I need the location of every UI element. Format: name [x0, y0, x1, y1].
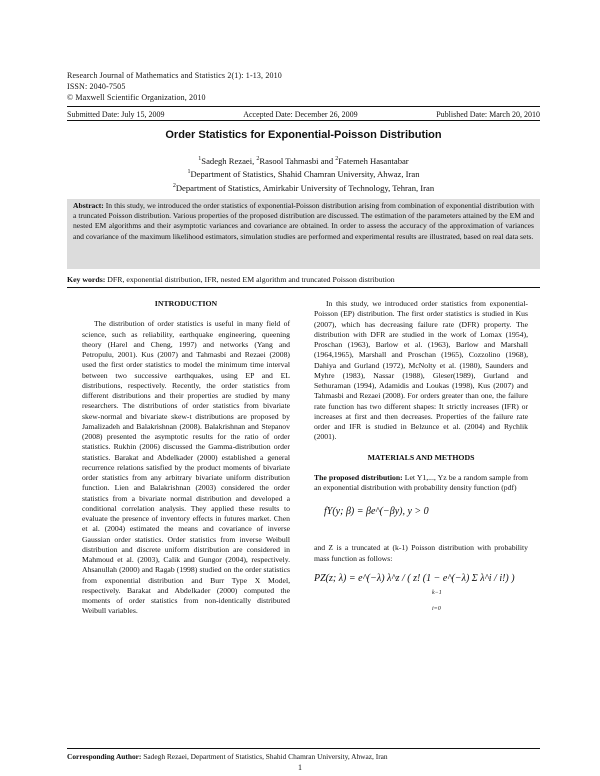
authors-block [67, 154, 540, 194]
page-number: 1 [298, 763, 302, 772]
right-column [314, 299, 528, 618]
published-date: Published Date: March 20, 2010 [436, 110, 540, 119]
right-paragraph-1: In this study, we introduced order statistics from exponential-Poisson (EP) distribution. The first order statistics is studied in Kus (2007), which has decreasing failure rate (DFR) property. The distribution with DFR are studied in the work of Lomax (1954), Proschan (1963), Barlow et al. (1963), Barlow and Marshall (1964,1965), Marshall and Proschan (1965), Cozzolino (1968), Dahiya and Gurland (1972), McNolty et al. (1980), Saunders and Myhre (1983), Nassar (1988), Gleser(1989), Gurland and Sethuraman (1994), Adamidis and Loukas (1998), Kus (2007) and Tahmasbi and Rezaei (2008). For orders greater than one, the failure rate function has two different shapes: It strictly increases (IFR) or increases at first and then decreases. Properties of the failure rate order and IFR is studied in Belzunce et al. (2004) and Rychlik (2001). [314, 299, 528, 442]
pmf-equation: PZ(z; λ) = e^(−λ) λ^z / ( z! (1 − e^(−λ) Σ λ^i / i!) ) k−1 i=0 [314, 574, 528, 618]
pdf-equation: fY(y; β) = βe^(−βy), y > 0 [324, 506, 429, 518]
introduction-heading: INTRODUCTION [154, 299, 218, 308]
keywords: Key words: DFR, exponential distribution, IFR, nested EM algorithm and truncated Poisson distribution [67, 275, 395, 284]
methods-heading: MATERIALS AND METHODS [367, 452, 475, 462]
dates-rule [67, 120, 540, 121]
accepted-date: Accepted Date: December 26, 2009 [243, 110, 358, 119]
affiliation-2: $^2$Department of Statistics, Amirkabir University of Technology, Tehran, Iran [172, 182, 435, 193]
footer-rule [67, 748, 540, 749]
author-names: $^1$Sadegh Rezaei, $^2$Rasool Tahmasbi and $^2$Fatemeh Hasantabar [198, 155, 409, 166]
paper-title: Order Statistics for Exponential-Poisson Distribution [165, 129, 442, 141]
journal-line: Research Journal of Mathematics and Statistics 2(1): 1-13, 2010 [67, 71, 282, 80]
distribution-paragraph: The proposed distribution: Let Y1,..., Yz be a random sample from an exponential distribution with probability density function (pdf) [314, 472, 528, 492]
copyright-line: © Maxwell Scientific Organization, 2010 [67, 93, 206, 102]
sum-upper-limit: k−1 [432, 589, 442, 596]
pmf-intro: and Z is a truncated at (k-1) Poisson distribution with probability mass function as follows: [314, 543, 528, 563]
affiliation-1: $^1$Department of Statistics, Shahid Chamran University, Ahwaz, Iran [187, 169, 420, 180]
intro-paragraph: The distribution of order statistics is useful in many field of science, such as reliability, earthquake engineering, queening theory (Harel and Cheng, 1997) and networks (Yang and Petropulu, 2001). Kus (2007) and Tahmasbi and Rezaei (2008) used the first order statistics to model the minimum time interval between two successive earthquakes, using EP and EL distributions, respectively. Recently, the order statistics from different distributions and their properties are studied by many researchers. The distributions of order statistics from bivariate skew-normal and bivariate skew-t distributions are proposed by Jamalizadeh and Balakrishnan (2008). Balakrishnan and Stepanov (2008) presented the asymptotic results for the ratio of order statistics. Rukhin (2006) discussed the Gamma-distribution order statistics. Barakat and Abdelkader (2000) established a general recurrence relations satisfied by the product moments of bivariate order statistics from any arbitrary bivariate uniform distribution function. Lien and Balakrishnan (2003) considered the order statistics from a bivariate normal distribution and developed a conditional correlation analysis. They applied these results to evaluate the presence of inventory effects in futures market. Chen et al. (2004) estimated the means and covariance of inverse Gaussian order statistics. Order statistics from inverse Weibull distribution and discrete uniform distribution are considered in Mahmoud et al. (2003), Calik and Gungor (2004), respectively. Ahsanullah (2000) and Ragab (1998) studied on the order statistics from exponential distribution and Burr Type X Model, respectively. Barakat and Abdelkader (2000) computed the moments of order statistics from non-identically distributed Weibull variables. [82, 319, 290, 616]
abstract-box [67, 199, 540, 269]
submitted-date: Submitted Date: July 15, 2009 [67, 110, 165, 119]
corresponding-author: Corresponding Author: Sadegh Rezaei, Department of Statistics, Shahid Chamran University, Ahwaz, Iran [67, 752, 388, 761]
left-column [82, 299, 290, 617]
issn-line: ISSN: 2040-7505 [67, 82, 126, 91]
header-rule [67, 106, 540, 107]
abstract-text: Abstract: In this study, we introduced the order statistics of exponential-Poisson distribution arising from combination of exponential distribution with a truncated Poisson distribution. Various properties of the proposed distribution are discussed. The estimation of the parameters attained by the EM and nested EM algorithms and their asymptotic variances and covariance are obtained. In order to assess the accuracy of the approximation of variances and covariance of the maximum likelihood estimators, simulation studies are performed and experimental results are illustrated, based on real data sets. [73, 201, 534, 241]
dates-row [67, 110, 540, 119]
sum-lower-limit: i=0 [432, 605, 441, 612]
keywords-rule [67, 287, 540, 288]
